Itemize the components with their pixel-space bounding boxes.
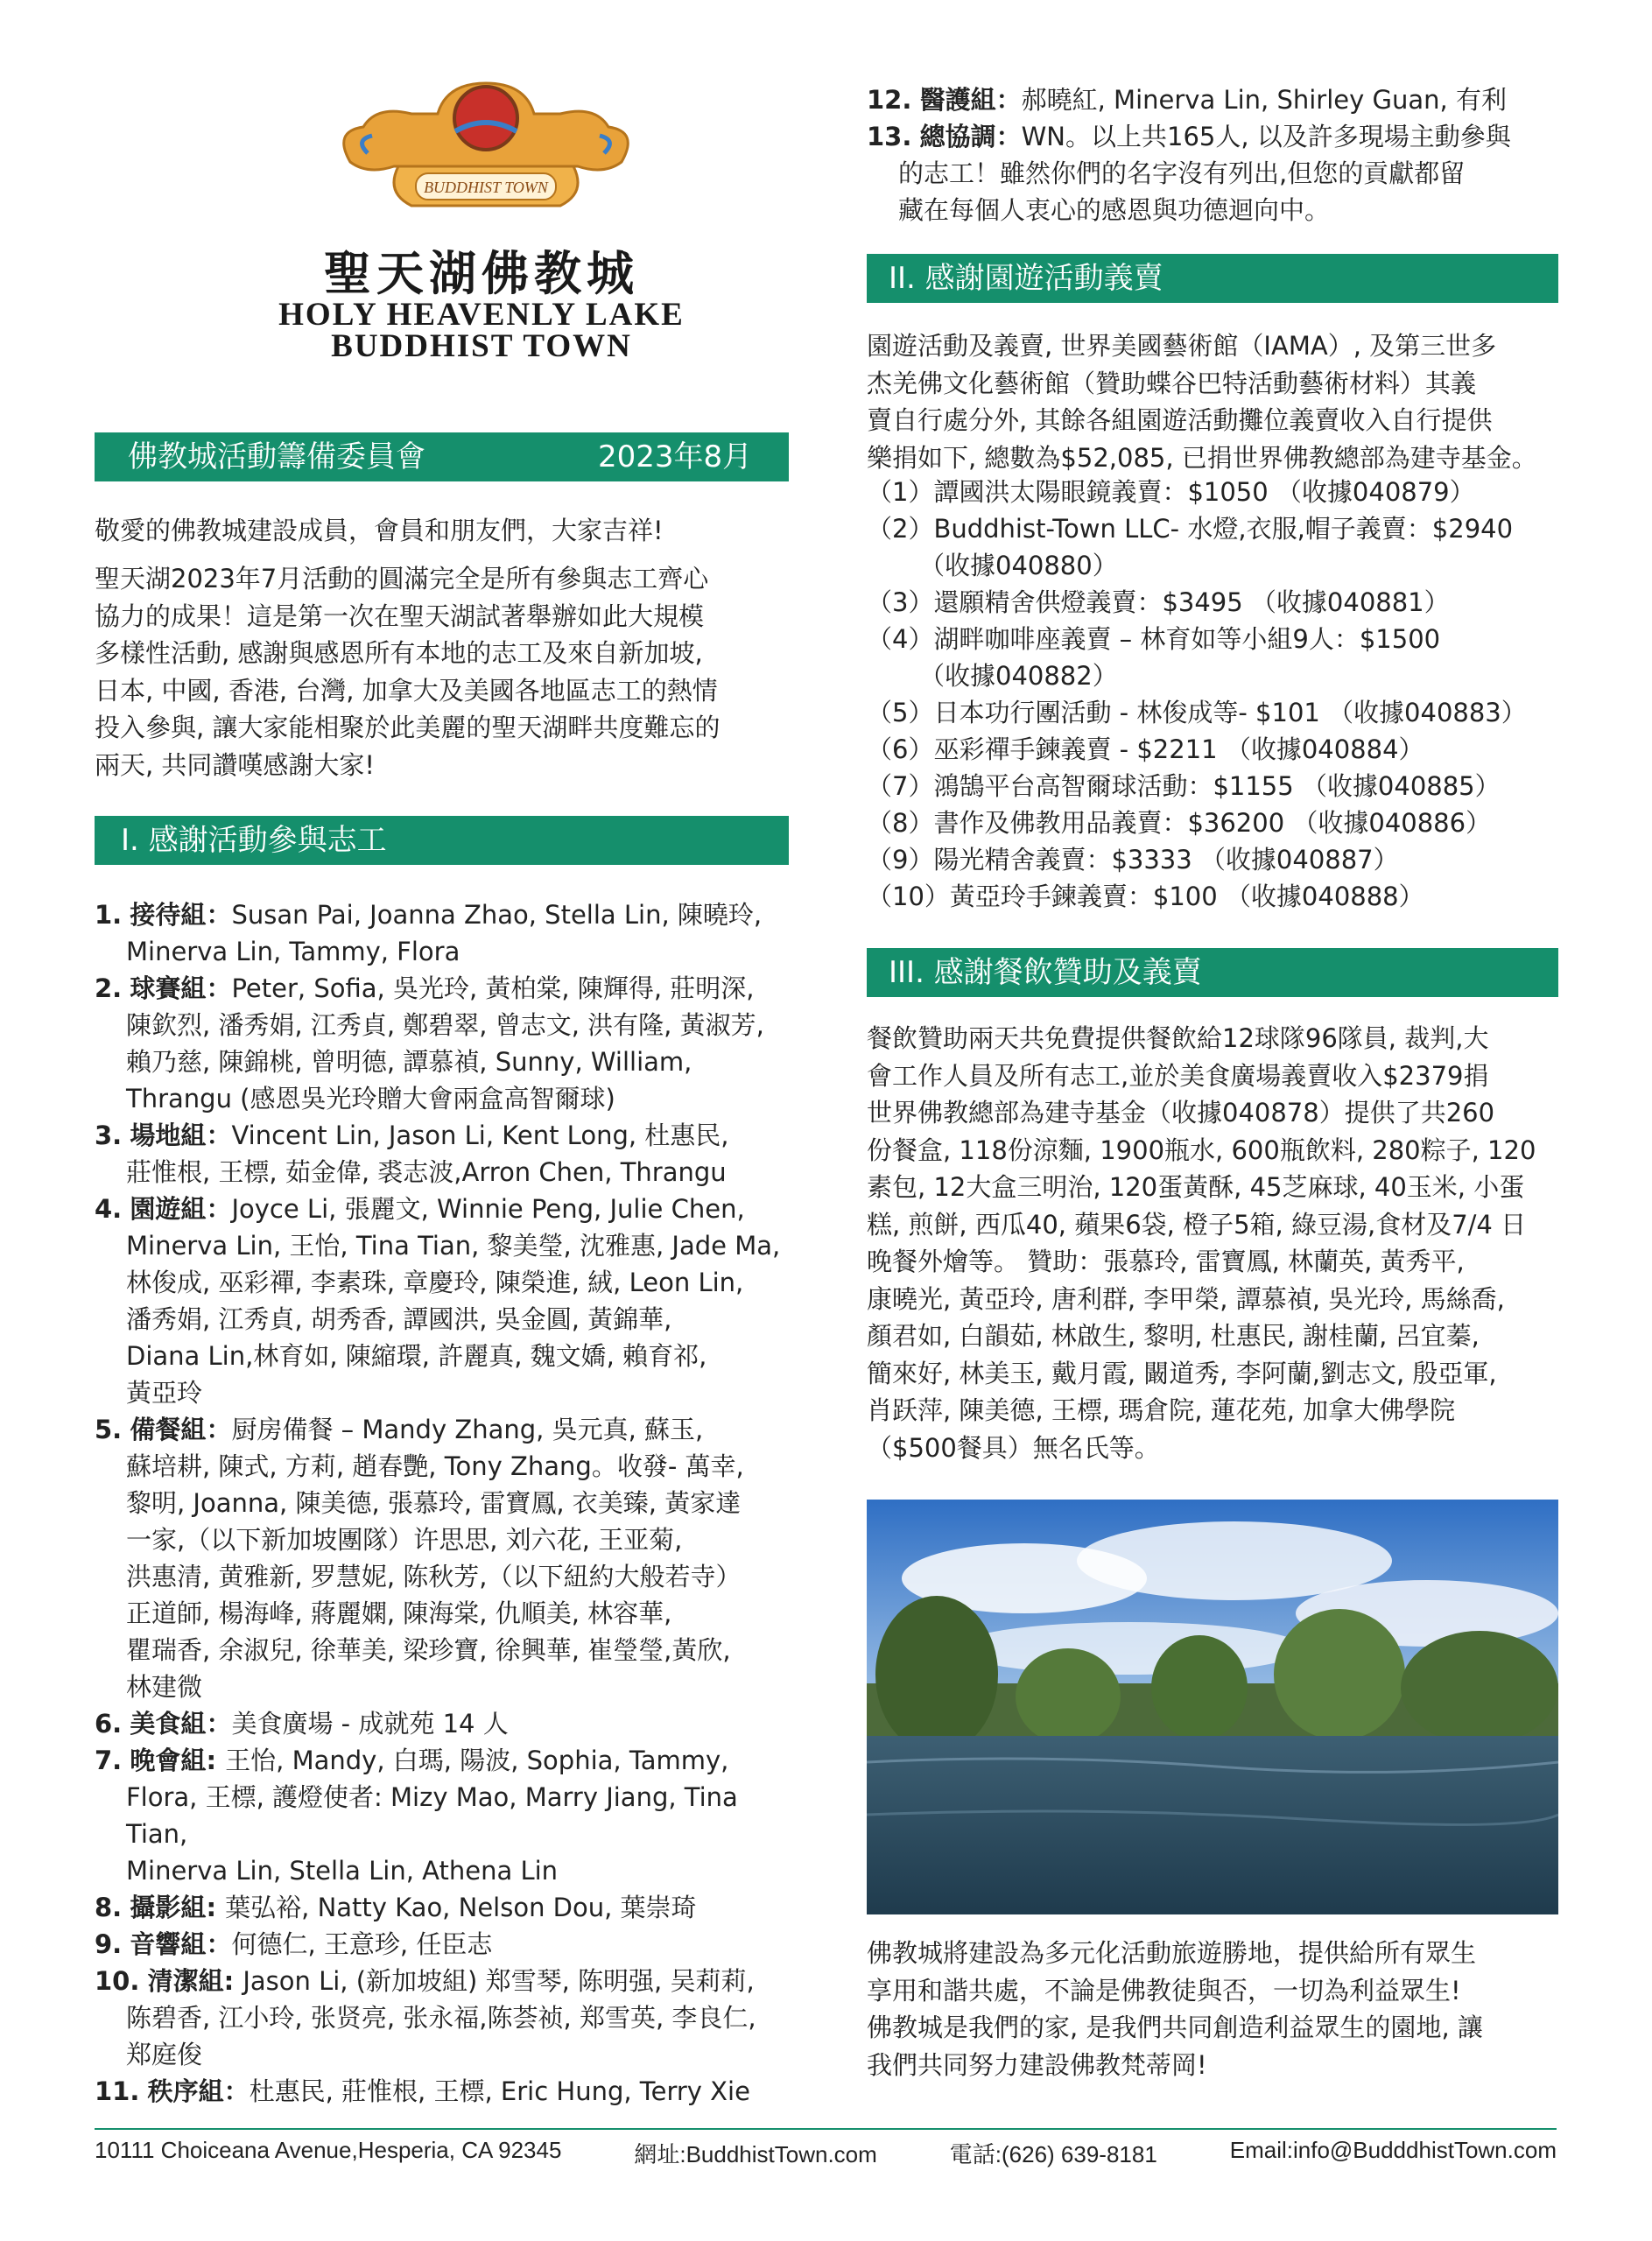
list-item: （7）鴻鵠平台高智爾球活動：$1155 （收據040885） xyxy=(867,771,1501,801)
intro-line: 兩天, 共同讚嘆感謝大家! xyxy=(95,749,376,780)
lake-photo xyxy=(867,1500,1558,1914)
list-item: 1. 接待組：Susan Pai, Joanna Zhao, Stella Lin, 陳曉玲, Minerva Lin, Tammy, Flora xyxy=(95,900,763,966)
catering-paragraph: 餐飲贊助兩天共免費提供餐飲給12球隊96隊員, 裁判,大 會工作人員及所有志工,並於美食廣場義賣收入$2379捐 世界佛教總部為建寺基金（收據040878）提供了共260 份餐盒, 118份涼麵, 1900瓶水, 600瓶飲料, 280粽子, 120 素包, 12大盒三明治, 120蛋黃酥, 45芝麻球, 40玉米, 小蛋 糕, 煎餅, 西瓜40, 蘋果6袋, 橙子5箱, 綠豆湯,食材及7/4 日 晚餐外燴等。 贊助：張慕玲, 雷寶鳳, 林蘭英, 黃秀平, 康曉光, 黃亞玲, 唐利群, 李甲榮, 譚慕禎, 吳光玲, 馬絲喬, 顏君如, 白韻茹, 林啟生, 黎明, 杜惠民, 謝桂蘭, 呂宜蓁, 簡來好, 林美玉, 戴月霞, 闞道秀, 李阿蘭,劉志文, 殷亞軍, 肖跃萍, 陳美德, 王標, 瑪倉院, 蓮花苑, 加拿大佛學院 （$500餐具）無名氏等。 xyxy=(867,1023,1536,1463)
banner-title: 佛教城活動籌備委員會 xyxy=(128,439,425,474)
logo-text: BUDDHIST TOWN xyxy=(424,179,548,196)
banner-date: 2023年8月 xyxy=(598,439,753,474)
list-item: 4. 園遊組：Joyce Li, 張麗文, Winnie Peng, Julie Chen, Minerva Lin, 王怡, Tina Tian, 黎美瑩, 沈雅惠, Jade Ma, 林俊成, 巫彩禪, 李素珠, 章慶玲, 陳榮進, 絨, Leon Lin, 潘秀娟, 江秀貞, 胡秀香, 譚國洪, 吳金圓, 黃錦華, Diana Lin,林育如, 陳縮環, 許麗真, 魏文嬌, 賴育祁, 黃亞玲 xyxy=(95,1194,781,1408)
list-item: 11. 秩序組：杜惠民, 莊惟根, 王標, Eric Hung, Terry Xie xyxy=(95,2076,750,2106)
org-name-english-line1: HOLY HEAVENLY LAKE xyxy=(278,297,685,333)
list-item: 13. 總協調：WN。以上共165人, 以及許多現場主動參與 的志工！雖然你們的名字沒有列出,但您的貢獻都留 藏在每個人衷心的感恩與功德迴向中。 xyxy=(867,122,1511,225)
greeting: 敬愛的佛教城建設成員，會員和朋友們，大家吉祥! xyxy=(95,516,664,545)
intro-line: 日本, 中國, 香港, 台灣, 加拿大及美國各地區志工的熱情 xyxy=(95,675,718,706)
section-header-catering: III. 感謝餐飲贊助及義賣 xyxy=(867,948,1558,997)
list-item: （3）還願精舍供燈義賣：$3495 （收據040881） xyxy=(867,587,1450,617)
org-name-chinese: 聖天湖佛教城 xyxy=(324,245,639,301)
list-item: 3. 場地組：Vincent Lin, Jason Li, Kent Long, 杜惠民, 莊惟根, 王標, 茹金偉, 裘志波,Arron Chen, Thrangu xyxy=(95,1120,729,1187)
list-item: 10. 清潔組: Jason Li, (新加坡組) 郑雪琴, 陈明强, 吴莉莉, 陈碧香, 江小玲, 张贤亮, 张永福,陈荟祯, 郑雪英, 李良仁, 郑庭俊 xyxy=(95,1966,756,2069)
list-item: 5. 備餐組：厨房備餐 – Mandy Zhang, 吳元真, 蘇玉, 蘇培耕, 陳式, 方莉, 趙春艷, Tony Zhang。收發- 萬幸, 黎明, Joanna, 陳美德, 張慕玲, 雷寶鳳, 衣美臻, 黃家達 一家,（以下新加坡團隊）许思思, 刘六花, 王亚菊, 洪惠清, 黄雅新, 罗慧妮, 陈秋芳,（以下紐約大般若寺） 正道師, 楊海峰, 蔣麗嫻, 陳海棠, 仇順美, 林容華, 瞿瑞香, 余淑兒, 徐華美, 梁珍寶, 徐興華, 崔瑩瑩,黃欣, 林建微 xyxy=(95,1415,744,1702)
footer xyxy=(95,2137,1557,2169)
intro-line: 投入參與, 讓大家能相聚於此美麗的聖天湖畔共度難忘的 xyxy=(95,713,721,742)
list-item: （5）日本功行團活動 - 林俊成等- $101 （收據040883） xyxy=(867,698,1527,727)
list-item: 6. 美食組：美食廣場 - 成就苑 14 人 xyxy=(95,1709,509,1739)
list-item: 7. 晚會組: 王怡, Mandy, 白瑪, 陽波, Sophia, Tammy, Flora, 王標, 護燈使者: Mizy Mao, Marry Jiang, Tina Tian, Minerva Lin, Stella Lin, Athena Lin xyxy=(95,1746,738,1886)
section-header-fair-sales: II. 感謝園遊活動義賣 xyxy=(867,254,1558,303)
fair-sales-intro: 園遊活動及義賣, 世界美國藝術館（IAMA）, 及第三世多 杰羌佛文化藝術館（贊助蝶谷巴特活動藝術材料）其義 賣自行處分外, 其餘各組園遊活動攤位義賣收入自行提供 樂捐如下, 總數為$52,085, 已捐世界佛教總部為建寺基金。 xyxy=(867,331,1537,473)
closing-paragraph: 佛教城將建設為多元化活動旅遊勝地，提供給所有眾生 享用和諧共處，不論是佛教徒與否，一切為利益眾生! 佛教城是我們的家, 是我們共同創造利益眾生的園地, 讓 我們共同努力建設佛教梵蒂岡! xyxy=(867,1938,1483,2080)
list-item: 12. 醫護組：郝曉紅, Minerva Lin, Shirley Guan, 有利 xyxy=(867,85,1507,115)
list-item: （1）譚國洪太陽眼鏡義賣：$1050 （收據040879） xyxy=(867,477,1475,507)
section-header-volunteers: I. 感謝活動參與志工 xyxy=(95,816,789,865)
volunteer-list-continued xyxy=(867,81,1567,228)
footer-phone: 電話:(626) 639-8181 xyxy=(949,2141,1157,2167)
list-item: （4）湖畔咖啡座義賣 – 林育如等小組9人：$1500 （收據040882） xyxy=(867,624,1441,691)
list-item: 8. 攝影組: 葉弘裕, Natty Kao, Nelson Dou, 葉崇琦 xyxy=(95,1893,697,1922)
intro-line: 多樣性活動, 感謝與感恩所有本地的志工及來自新加坡, xyxy=(95,638,703,668)
footer-email[interactable]: Email:info@BudddhistTown.com xyxy=(1229,2137,1557,2163)
volunteer-list xyxy=(95,896,795,2110)
list-item: （6）巫彩禪手鍊義賣 - $2211 （收據040884） xyxy=(867,734,1424,764)
intro-line: 聖天湖2023年7月活動的圓滿完全是所有參與志工齊心 xyxy=(95,564,709,594)
list-item: （10）黃亞玲手鍊義賣：$100 （收據040888） xyxy=(867,882,1424,911)
buddhist-town-logo xyxy=(315,79,657,219)
footer-address: 10111 Choiceana Avenue,Hesperia, CA 92345 xyxy=(95,2137,562,2163)
intro-line: 協力的成果！這是第一次在聖天湖試著舉辦如此大規模 xyxy=(95,601,705,631)
intro-paragraph xyxy=(95,560,795,783)
list-item: （8）書作及佛教用品義賣：$36200 （收據040886） xyxy=(867,808,1492,838)
committee-banner xyxy=(95,432,789,481)
list-item: 9. 音響組：何德仁, 王意珍, 任臣志 xyxy=(95,1929,493,1959)
fair-sales-list xyxy=(867,474,1567,915)
footer-website[interactable]: 網址:BuddhistTown.com xyxy=(634,2141,877,2167)
footer-divider xyxy=(95,2128,1557,2130)
list-item: 2. 球賽組：Peter, Sofia, 吳光玲, 黃柏棠, 陳輝得, 莊明深, 陳欽烈, 潘秀娟, 江秀貞, 鄭碧翠, 曾志文, 洪有隆, 黃淑芳, 賴乃慈, 陳錦桃, 曾明德, 譚慕禎, Sunny, William, Thrangu (感恩吳光玲贈大會兩盒高智爾球) xyxy=(95,973,764,1113)
org-name-english-line2: BUDDHIST TOWN xyxy=(331,328,632,364)
list-item: （2）Buddhist-Town LLC- 水燈,衣服,帽子義賣：$2940 （收據040880） xyxy=(867,514,1514,580)
list-item: （9）陽光精舍義賣：$3333 （收據040887） xyxy=(867,845,1399,875)
